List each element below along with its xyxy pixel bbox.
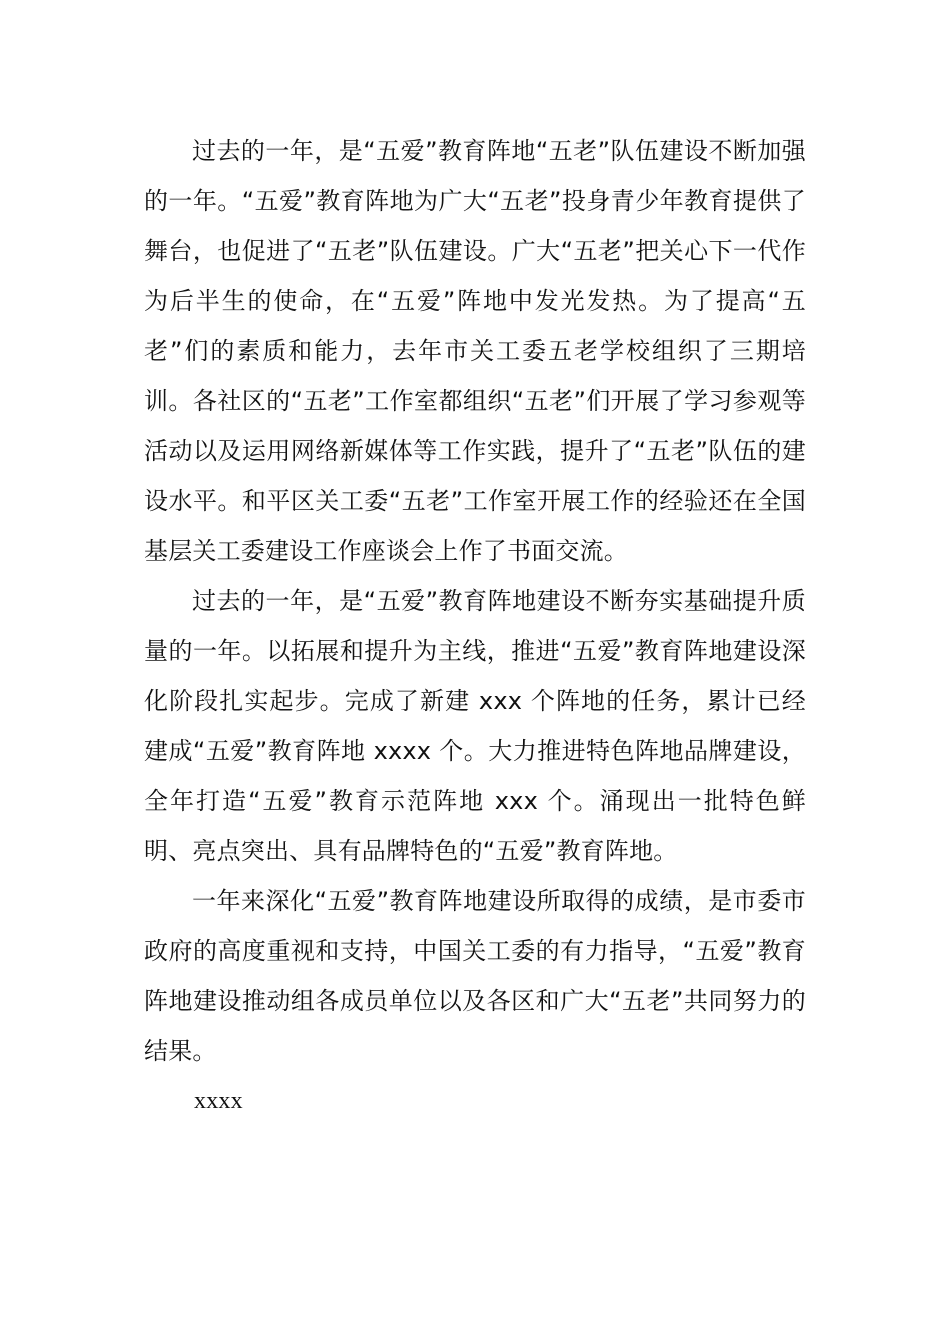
signature: xxxx <box>194 1088 243 1114</box>
document-body <box>144 126 806 1126</box>
paragraph-wuloo-team: 过去的一年，是“五爱”教育阵地“五老”队伍建设不断加强的一年。“五爱”教育阵地为广大“五老”投身青少年教育提供了舞台，也促进了“五老”队伍建设。广大“五老”把关心下一代作为后半生的使命，在“五爱”阵地中发光发热。为了提高“五老”们的素质和能力，去年市关工委五老学校组织了三期培训。各社区的“五老”工作室都组织“五老”们开展了学习参观等活动以及运用网络新媒体等工作实践，提升了“五老”队伍的建设水平。和平区关工委“五老”工作室开展工作的经验还在全国基层关工委建设工作座谈会上作了书面交流。 <box>144 137 806 565</box>
paragraph-achievements: 一年来深化“五爱”教育阵地建设所取得的成绩，是市委市政府的高度重视和支持，中国关工委的有力指导，“五爱”教育阵地建设推动组各成员单位以及各区和广大“五老”共同努力的结果。 <box>144 887 806 1065</box>
paragraph-position-building: 过去的一年，是“五爱”教育阵地建设不断夯实基础提升质量的一年。以拓展和提升为主线，推进“五爱”教育阵地建设深化阶段扎实起步。完成了新建 xxx 个阵地的任务，累计已经建成“五爱”教育阵地 xxxx 个。大力推进特色阵地品牌建设，全年打造“五爱”教育示范阵地 xxx 个。涌现出一批特色鲜明、亮点突出、具有品牌特色的“五爱”教育阵地。 <box>144 587 806 865</box>
